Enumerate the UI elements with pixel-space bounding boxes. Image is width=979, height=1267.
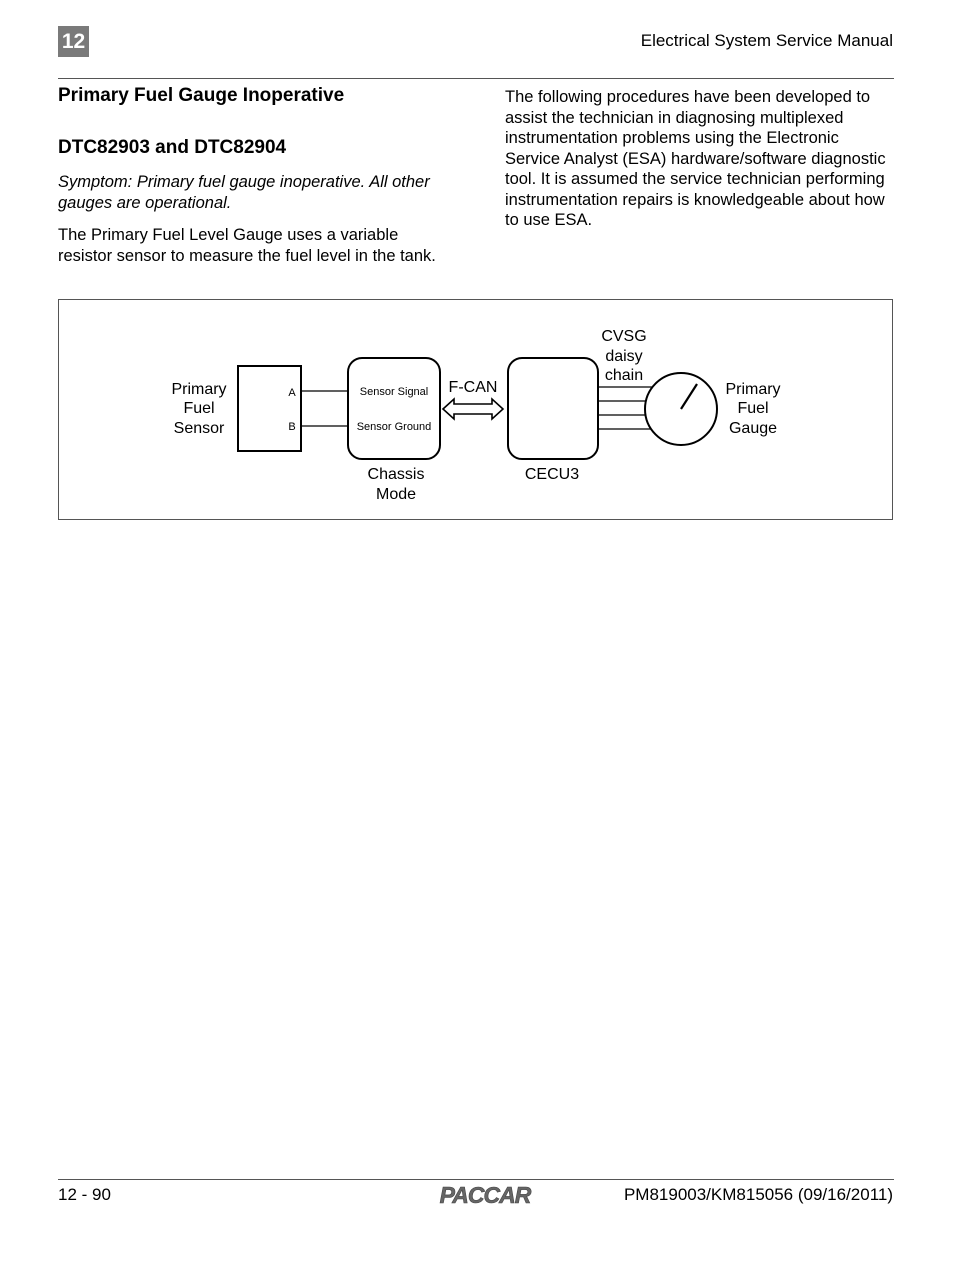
fcan-double-arrow xyxy=(443,399,503,419)
description-text: The Primary Fuel Level Gauge uses a variable resistor sensor to measure the fuel level in the tank. xyxy=(58,226,436,265)
manual-title: Electrical System Service Manual xyxy=(640,31,893,50)
fuel-sensor-box xyxy=(238,366,301,451)
procedure-intro-text: The following procedures have been developed to assist the technician in diagnosing multiplexed instrumentation problems using the Electronic Service Analyst (ESA) hardware/software diagnostic tool. It is assumed the service technician performing instrumentation repairs is knowledgeable about how to use ESA. xyxy=(505,88,886,229)
left-column xyxy=(58,84,438,266)
page-number: 12 - 90 xyxy=(58,1185,111,1204)
chapter-tab: 12 xyxy=(58,26,89,57)
cecu3-label: CECU3 xyxy=(524,466,580,483)
section-heading: Primary Fuel Gauge Inoperative xyxy=(58,85,345,106)
wiring-diagram-svg xyxy=(59,300,894,521)
header-rule xyxy=(58,78,894,79)
cecu3-box xyxy=(508,358,598,459)
wiring-diagram xyxy=(58,299,893,520)
dtc-heading: DTC82903 and DTC82904 xyxy=(58,137,287,158)
gauge-label-line2: Fuel xyxy=(737,400,769,417)
document-number: PM819003/KM815056 (09/16/2011) xyxy=(623,1185,893,1204)
sensor-ground-label: Sensor Ground xyxy=(356,421,432,433)
fcan-label: F-CAN xyxy=(448,379,498,396)
paccar-logo-text: PACCAR xyxy=(439,1182,531,1208)
cvsg-label-line2: daisy xyxy=(605,348,643,365)
cvsg-label-line3: chain xyxy=(604,367,644,384)
sensor-label-line3: Sensor xyxy=(173,420,225,437)
cvsg-label-line1: CVSG xyxy=(601,328,647,345)
chassis-label-line2: Mode xyxy=(375,486,417,503)
gauge-label-line1: Primary xyxy=(725,381,781,398)
paccar-logo xyxy=(432,1182,538,1213)
footer-rule xyxy=(58,1179,894,1180)
chassis-label-line1: Chassis xyxy=(367,466,425,483)
chassis-module-box xyxy=(348,358,440,459)
sensor-label-line1: Primary xyxy=(171,381,227,398)
gauge-label-line3: Gauge xyxy=(728,420,778,437)
symptom-text: Symptom: Primary fuel gauge inoperative. All other gauges are operational. xyxy=(58,173,430,212)
sensor-signal-label: Sensor Signal xyxy=(359,386,429,398)
sensor-label-line2: Fuel xyxy=(183,400,215,417)
pin-b-label: B xyxy=(288,421,296,433)
pin-a-label: A xyxy=(288,387,296,399)
right-column xyxy=(505,87,895,231)
